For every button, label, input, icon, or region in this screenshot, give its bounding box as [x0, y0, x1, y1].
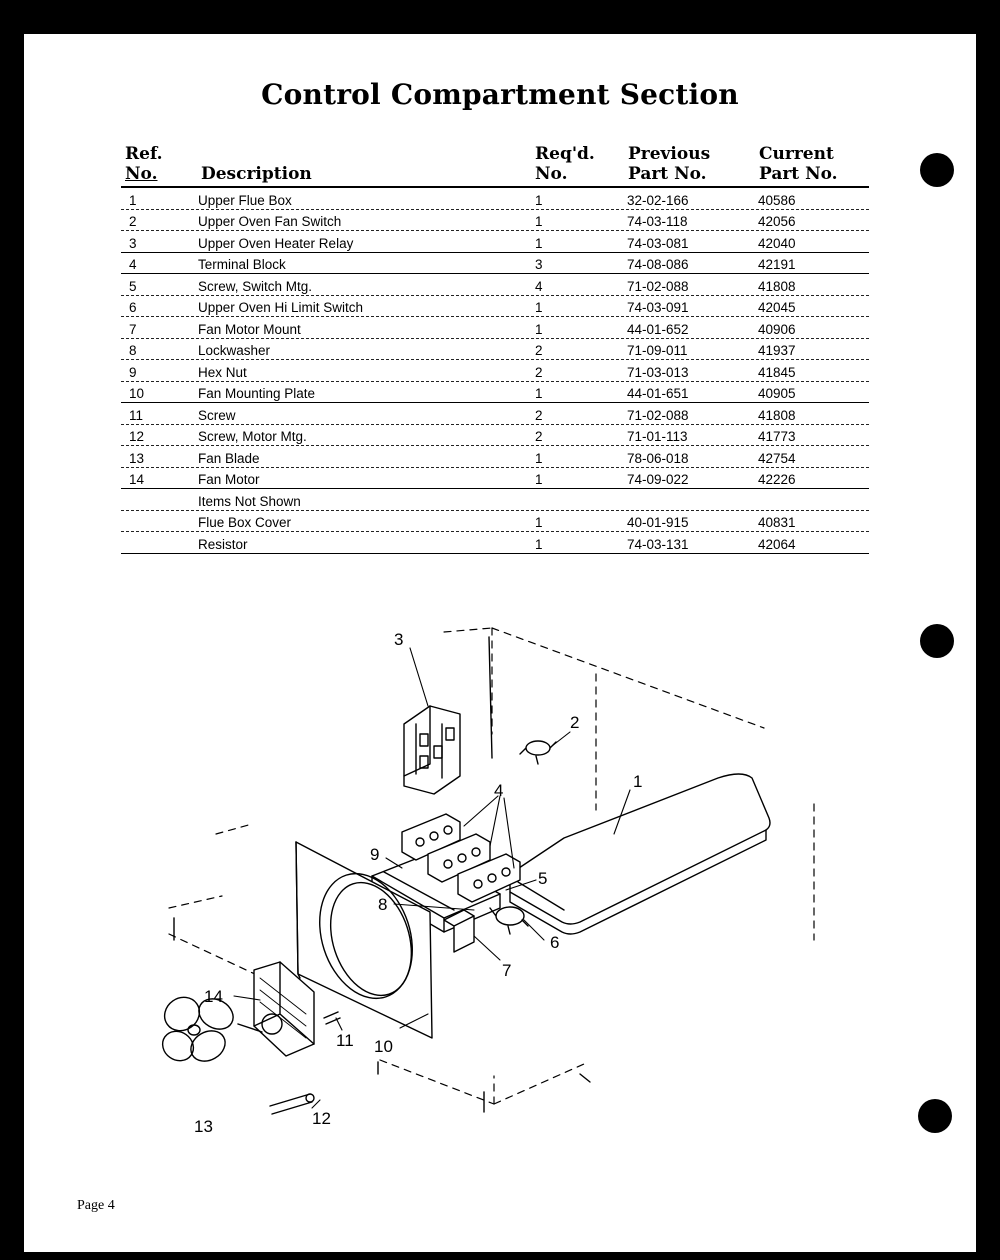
document-page	[24, 34, 976, 1252]
current-part-cell: 41808	[758, 407, 796, 423]
previous-part-cell: 44-01-651	[627, 386, 689, 401]
current-part-cell: 40905	[758, 386, 796, 401]
callout-12: 12	[312, 1109, 331, 1128]
header-req-line1: Req'd.	[535, 144, 595, 164]
previous-part-cell: 78-06-018	[627, 450, 689, 466]
description-cell: Screw, Motor Mtg.	[198, 429, 307, 444]
current-part-cell: 42045	[758, 300, 796, 315]
callout-9: 9	[370, 845, 380, 864]
description-cell: Flue Box Cover	[198, 515, 292, 530]
ref-cell: 9	[129, 364, 137, 380]
previous-part-cell: 71-02-088	[627, 407, 689, 423]
qty-cell: 1	[535, 386, 543, 401]
ref-cell: 2	[129, 214, 137, 229]
callout-2: 2	[570, 713, 580, 732]
header-curr-line1: Current	[759, 144, 834, 164]
qty-cell: 1	[535, 321, 543, 337]
description-cell: Lockwasher	[198, 343, 271, 358]
page-title: Control Compartment Section	[261, 78, 739, 111]
upper-flue-box	[510, 774, 770, 934]
qty-cell: 2	[535, 364, 543, 380]
exploded-parts-diagram	[24, 34, 976, 1252]
previous-part-cell: 71-01-113	[627, 429, 688, 444]
current-part-cell: 42191	[758, 257, 796, 272]
callout-14: 14	[204, 987, 223, 1006]
hi-limit-switch	[490, 907, 528, 934]
description-cell: Upper Flue Box	[198, 192, 292, 208]
description-cell: Hex Nut	[198, 364, 247, 380]
current-part-cell: 41773	[758, 429, 796, 444]
description-cell: Fan Blade	[198, 450, 260, 466]
ref-cell: 5	[129, 278, 137, 294]
qty-cell: 1	[535, 450, 543, 466]
current-part-cell: 41937	[758, 343, 796, 358]
ref-cell: 13	[129, 450, 145, 466]
header-ref-line2: No.	[125, 164, 158, 184]
description-cell: Upper Oven Fan Switch	[198, 214, 342, 229]
header-prev-line2: Part No.	[628, 164, 707, 184]
description-cell: Terminal Block	[198, 257, 286, 272]
callout-10: 10	[374, 1037, 393, 1056]
qty-cell: 1	[535, 214, 543, 229]
current-part-cell: 41808	[758, 278, 796, 294]
previous-part-cell: 74-03-081	[627, 235, 689, 251]
description-cell: Items Not Shown	[198, 493, 301, 509]
previous-part-cell: 71-03-013	[627, 364, 689, 380]
qty-cell: 2	[535, 343, 543, 358]
qty-cell: 2	[535, 407, 543, 423]
previous-part-cell: 40-01-915	[627, 515, 689, 530]
previous-part-cell: 74-03-131	[627, 536, 689, 552]
previous-part-cell: 44-01-652	[627, 321, 689, 337]
ref-cell: 10	[129, 386, 145, 401]
callout-13: 13	[194, 1117, 213, 1136]
previous-part-cell: 74-08-086	[627, 257, 689, 272]
description-cell: Upper Oven Hi Limit Switch	[198, 300, 364, 315]
current-part-cell: 42064	[758, 536, 796, 552]
header-prev-line1: Previous	[628, 144, 711, 164]
current-part-cell: 40831	[758, 515, 796, 530]
description-cell: Screw, Switch Mtg.	[198, 278, 313, 294]
header-req-line2: No.	[535, 164, 568, 184]
previous-part-cell: 74-03-118	[627, 214, 688, 229]
description-cell: Resistor	[198, 536, 248, 552]
callout-11: 11	[336, 1031, 354, 1050]
callout-4: 4	[494, 781, 504, 800]
current-part-cell: 41845	[758, 364, 796, 380]
callout-1: 1	[633, 772, 643, 791]
page-number: Page 4	[77, 1198, 115, 1213]
previous-part-cell: 71-02-088	[627, 278, 689, 294]
description-cell: Upper Oven Heater Relay	[198, 235, 354, 251]
qty-cell: 1	[535, 192, 543, 208]
qty-cell: 2	[535, 429, 543, 444]
callout-7: 7	[502, 961, 512, 980]
current-part-cell: 42040	[758, 235, 796, 251]
qty-cell: 4	[535, 278, 543, 294]
heater-relay	[404, 706, 460, 794]
current-part-cell: 42226	[758, 472, 796, 487]
current-part-cell: 40586	[758, 192, 796, 208]
previous-part-cell: 32-02-166	[627, 192, 689, 208]
current-part-cell: 42754	[758, 450, 796, 466]
fan-blade	[157, 991, 239, 1068]
fan-switch	[520, 741, 556, 764]
current-part-cell: 40906	[758, 321, 796, 337]
qty-cell: 1	[535, 300, 543, 315]
ref-cell: 12	[129, 429, 145, 444]
previous-part-cell: 74-09-022	[627, 472, 689, 487]
previous-part-cell: 74-03-091	[627, 300, 689, 315]
header-description: Description	[201, 164, 312, 184]
qty-cell: 1	[535, 235, 543, 251]
ref-cell: 11	[129, 407, 144, 423]
callout-8: 8	[378, 895, 388, 914]
header-curr-line2: Part No.	[759, 164, 838, 184]
qty-cell: 3	[535, 257, 543, 272]
ref-cell: 6	[129, 300, 137, 315]
callout-5: 5	[538, 869, 548, 888]
current-part-cell: 42056	[758, 214, 796, 229]
ref-cell: 7	[129, 321, 137, 337]
callout-6: 6	[550, 933, 560, 952]
ref-cell: 3	[129, 235, 137, 251]
previous-part-cell: 71-09-011	[627, 343, 688, 358]
description-cell: Screw	[198, 407, 236, 423]
description-cell: Fan Motor	[198, 472, 260, 487]
ref-cell: 4	[129, 257, 137, 272]
qty-cell: 1	[535, 472, 543, 487]
ref-cell: 14	[129, 472, 145, 487]
header-ref-line1: Ref.	[125, 144, 163, 164]
description-cell: Fan Motor Mount	[198, 321, 301, 337]
ref-cell: 8	[129, 343, 137, 358]
description-cell: Fan Mounting Plate	[198, 386, 316, 401]
qty-cell: 1	[535, 536, 543, 552]
callout-3: 3	[394, 630, 404, 649]
qty-cell: 1	[535, 515, 543, 530]
ref-cell: 1	[129, 192, 137, 208]
